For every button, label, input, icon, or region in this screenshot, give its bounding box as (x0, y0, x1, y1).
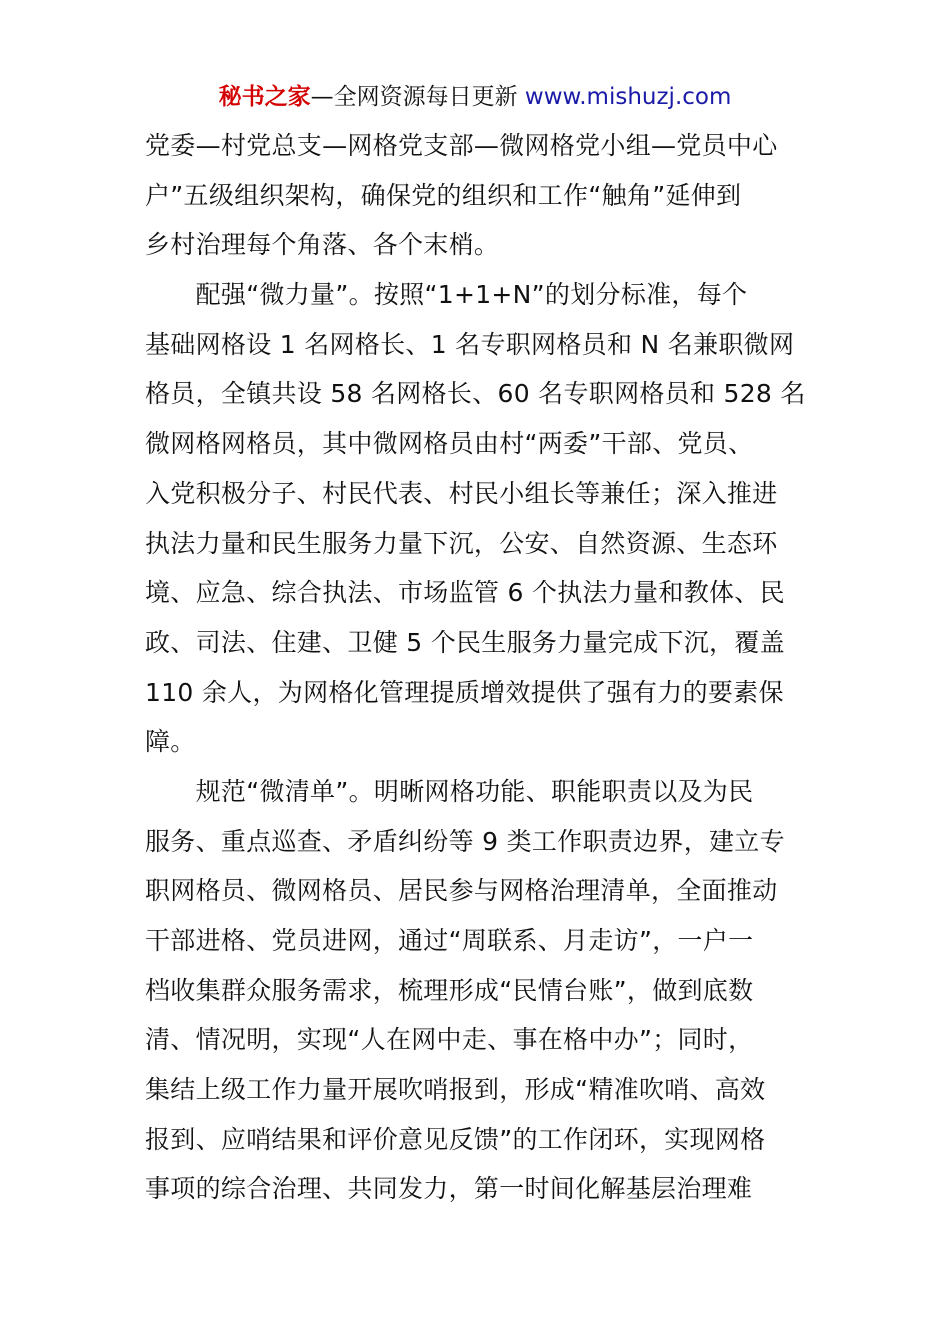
paragraph-start-line: 规范“微清单”。明晰网格功能、职能职责以及为民 (145, 776, 754, 806)
body-line: 服务、重点巡查、矛盾纠纷等 9 类工作职责边界，建立专 (145, 826, 785, 856)
page-header (0, 82, 950, 112)
body-line: 干部进格、党员进网，通过“周联系、月走访”，一户一 (145, 926, 754, 955)
body-line: 档收集群众服务需求，梳理形成“民情台账”，做到底数 (145, 975, 754, 1005)
body-line: 政、司法、住建、卫健 5 个民生服务力量完成下沉，覆盖 (145, 627, 785, 657)
body-line: 职网格员、微网格员、居民参与网格治理清单，全面推动 (145, 876, 778, 906)
body-line: 境、应急、综合执法、市场监管 6 个执法力量和教体、民 (145, 578, 785, 608)
body-line: 乡村治理每个角落、各个末梢。 (145, 230, 500, 260)
body-line: 户”五级组织架构，确保党的组织和工作“触角”延伸到 (145, 180, 742, 210)
body-line: 清、情况明，实现“人在网中走、事在格中办”；同时， (145, 1025, 754, 1055)
body-line: 集结上级工作力量开展吹哨报到，形成“精准吹哨、高效 (145, 1075, 766, 1105)
body-line: 报到、应哨结果和评价意见反馈”的工作闭环，实现网格 (145, 1124, 766, 1154)
body-line: 110 余人，为网格化管理提质增效提供了强有力的要素保 (145, 677, 784, 707)
brand-name: 秘书之家 (218, 84, 311, 110)
body-line: 障。 (145, 727, 196, 757)
body-line: 党委—村党总支—网格党支部—微网格党小组—党员中心 (145, 131, 778, 160)
document-body (145, 121, 810, 1214)
body-line: 入党积极分子、村民代表、村民小组长等兼任；深入推进 (145, 478, 778, 508)
site-url-link[interactable]: www.mishuzj.com (524, 84, 732, 110)
header-tagline: —全网资源每日更新 (310, 84, 525, 110)
body-line: 格员，全镇共设 58 名网格长、60 名专职网格员和 528 名 (145, 379, 806, 409)
body-line: 微网格网格员，其中微网格员由村“两委”干部、党员、 (145, 429, 754, 459)
body-line: 事项的综合治理、共同发力，第一时间化解基层治理难 (145, 1174, 753, 1204)
body-line: 执法力量和民生服务力量下沉，公安、自然资源、生态环 (145, 528, 778, 558)
paragraph-start-line: 配强“微力量”。按照“1+1+N”的划分标准，每个 (145, 280, 748, 310)
body-line: 基础网格设 1 名网格长、1 名专职网格员和 N 名兼职微网 (145, 329, 795, 359)
